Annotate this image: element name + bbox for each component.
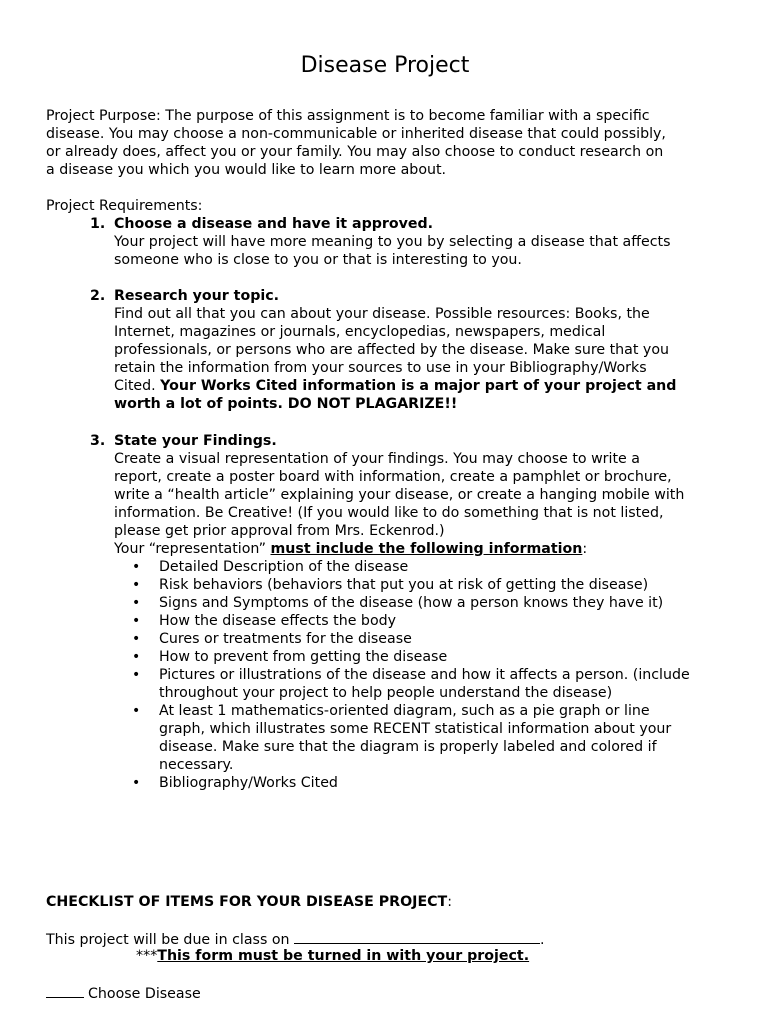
project-purpose [46,107,736,179]
bullet-icon: • [132,775,141,791]
item-line: Find out all that you can about your disease. Possible resources: Books, the [114,306,650,322]
item-line: information. Be Creative! (If you would like to do something that is not listed, [114,505,664,521]
bullet-icon: • [132,595,141,611]
checklist-heading [46,893,452,911]
item-number: 1. [90,216,106,232]
list-item [114,594,730,612]
item-line: professionals, or persons who are affected by the disease. Make sure that you [114,342,669,358]
list-item-text: Cures or treatments for the disease [159,631,412,647]
due-period: . [540,932,545,948]
requirement-item-3 [90,432,730,792]
bullet-icon: • [132,577,141,593]
bullet-icon: • [132,667,141,683]
item-line: Create a visual representation of your findings. You may choose to write a [114,451,640,467]
list-item [114,630,730,648]
list-item-text: How to prevent from getting the disease [159,649,448,665]
list-item [114,558,730,576]
list-item [114,612,730,630]
list-item-text: Bibliography/Works Cited [159,775,338,791]
list-item-text: graph, which illustrates some RECENT statistical information about your [159,721,672,737]
item-heading: Choose a disease and have it approved. [114,216,434,232]
list-item [114,774,730,792]
item-line: retain the information from your sources to use in your Bibliography/Works [114,360,647,376]
plagiarism-warning: worth a lot of points. DO NOT PLAGARIZE!! [114,396,458,412]
page-title: Disease Project [300,53,470,78]
item-number: 3. [90,433,106,449]
requirements-heading: Project Requirements: [46,198,203,214]
bullet-icon: • [132,703,141,719]
purpose-line: Project Purpose: The purpose of this assignment is to become familiar with a specific [46,108,650,124]
list-item [114,702,730,774]
item-line: please get prior approval from Mrs. Eckenrod.) [114,523,445,539]
list-item-text: Detailed Description of the disease [159,559,409,575]
checklist-colon: : [447,894,453,910]
item-line: Internet, magazines or journals, encyclopedias, newspapers, medical [114,324,606,340]
bullet-icon: • [132,559,141,575]
checklist-item-label: Choose Disease [88,986,201,1002]
representation-text: Your “representation” [114,541,271,557]
item-line: report, create a poster board with information, create a pamphlet or brochure, [114,469,672,485]
list-item-text: throughout your project to help people understand the disease) [159,685,613,701]
due-date-blank[interactable] [294,929,540,944]
representation-line [114,540,730,558]
list-item [114,576,730,594]
list-item-text: disease. Make sure that the diagram is properly labeled and colored if [159,739,657,755]
bullet-icon: • [132,631,141,647]
list-item-text: Signs and Symptoms of the disease (how a person knows they have it) [159,595,664,611]
works-cited-warning: Your Works Cited information is a major part of your project and [160,378,677,394]
representation-colon: : [582,541,588,557]
bullet-icon: • [132,649,141,665]
turn-in-notice [136,947,529,965]
due-text: This project will be due in class on [46,932,295,948]
list-item-text: necessary. [159,757,234,773]
due-date-line [46,929,545,949]
bullet-icon: • [132,613,141,629]
item-heading: State your Findings. [114,433,277,449]
purpose-line: disease. You may choose a non-communicable or inherited disease that could possibly, [46,126,666,142]
required-info-list [114,558,730,792]
must-include-text: must include the following information [270,541,583,557]
list-item [114,648,730,666]
item-line: someone who is close to you or that is interesting to you. [114,252,522,268]
list-item-text: At least 1 mathematics-oriented diagram, such as a pie graph or line [159,703,650,719]
item-line: Your project will have more meaning to you by selecting a disease that affects [114,234,671,250]
list-item-text: Risk behaviors (behaviors that put you at risk of getting the disease) [159,577,649,593]
checkbox-blank[interactable] [46,983,84,998]
item-line [114,377,730,395]
checklist-title: CHECKLIST OF ITEMS FOR YOUR DISEASE PROJECT [46,894,448,910]
list-item-text: Pictures or illustrations of the disease and how it affects a person. (include [159,667,690,683]
turn-in-stars: *** [136,948,158,964]
item-heading: Research your topic. [114,288,280,304]
purpose-line: a disease you which you would like to learn more about. [46,162,447,178]
purpose-line: or already does, affect you or your family. You may also choose to conduct research on [46,144,664,160]
list-item-text: How the disease effects the body [159,613,397,629]
checklist-item [46,983,201,1003]
item-line: write a “health article” explaining your disease, or create a hanging mobile with [114,487,685,503]
list-item [114,666,730,702]
turn-in-text: This form must be turned in with your project. [157,948,530,964]
requirement-item-2 [90,287,730,413]
cited-text: Cited. [114,378,161,394]
requirement-item-1 [90,215,730,269]
item-number: 2. [90,288,106,304]
